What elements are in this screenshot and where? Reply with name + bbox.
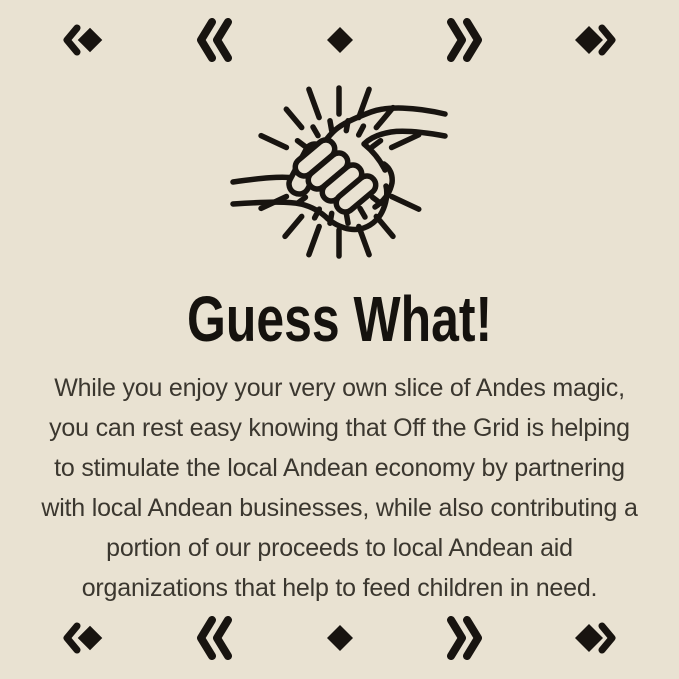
handshake-sunburst-icon xyxy=(229,72,449,272)
body-line: you can rest easy knowing that Off the Grid is helping xyxy=(49,414,630,442)
body-line: While you enjoy your very own slice of Andes magic, xyxy=(54,374,625,402)
chevron-left-diamond-icon xyxy=(60,24,106,56)
body-line: to stimulate the local Andean economy by partnering xyxy=(54,454,625,482)
bottom-divider-row xyxy=(0,616,679,660)
diamond-icon xyxy=(324,24,356,56)
diamond-icon xyxy=(324,622,356,654)
body-copy xyxy=(0,368,679,608)
chevron-left-diamond-icon xyxy=(60,622,106,654)
top-divider-row xyxy=(0,18,679,62)
body-line: with local Andean businesses, while also contributing a xyxy=(41,494,638,522)
page-title xyxy=(0,282,679,356)
double-chevron-left-icon xyxy=(195,616,235,660)
diamond-chevron-right-icon xyxy=(573,24,619,56)
body-line: organizations that help to feed children in need. xyxy=(81,574,598,602)
page-title-text: Guess What! xyxy=(186,283,493,355)
double-chevron-left-icon xyxy=(195,18,235,62)
diamond-chevron-right-icon xyxy=(573,622,619,654)
body-line: portion of our proceeds to local Andean aid xyxy=(106,534,573,562)
double-chevron-right-icon xyxy=(444,18,484,62)
double-chevron-right-icon xyxy=(444,616,484,660)
